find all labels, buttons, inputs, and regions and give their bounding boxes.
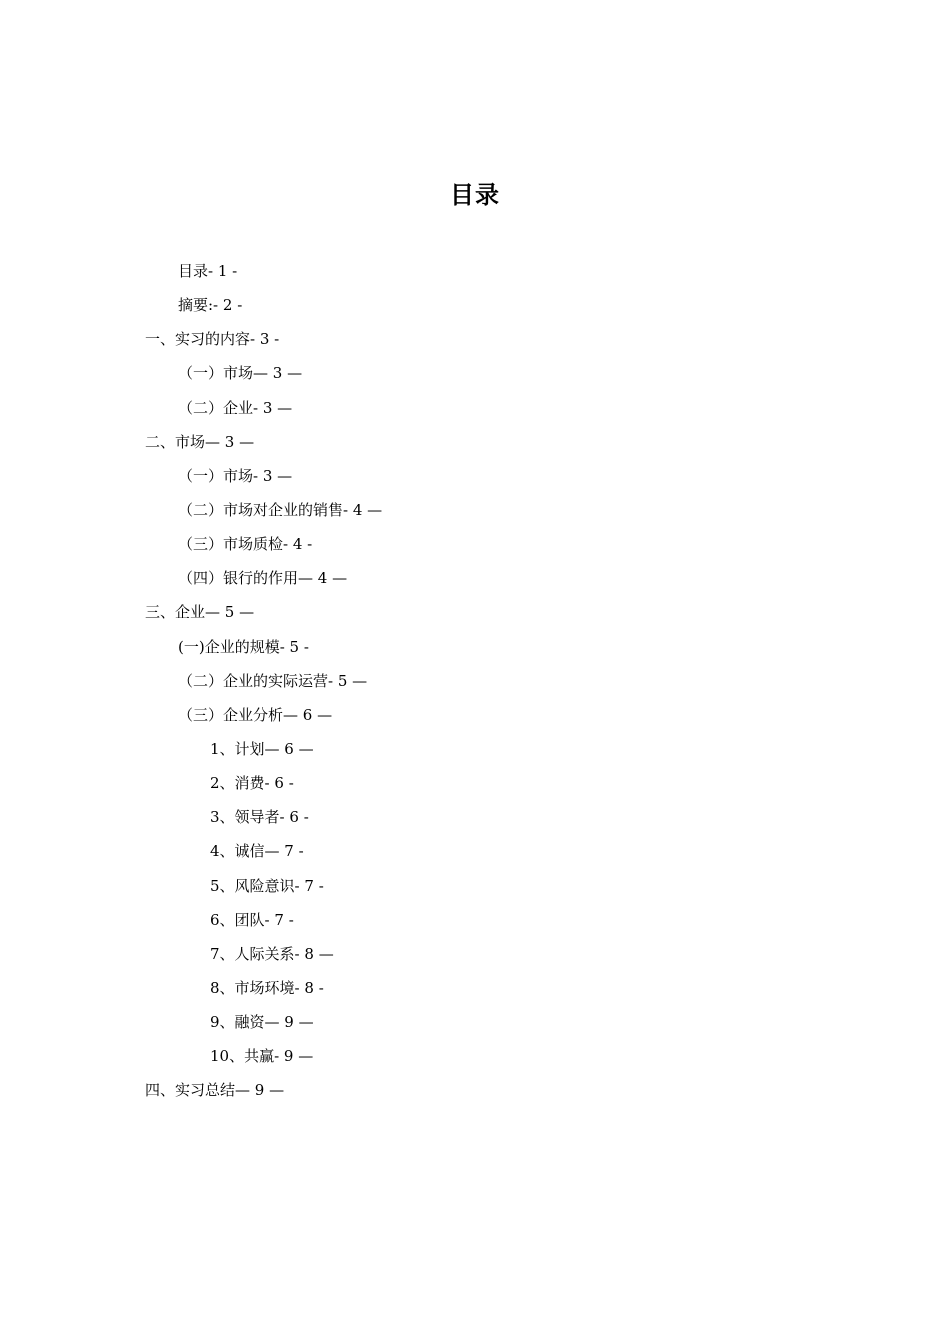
toc-entry[interactable]: 3、领导者- 6 - (210, 808, 309, 827)
toc-entry[interactable]: 9、融资— 9 — (210, 1013, 314, 1032)
toc-entry[interactable]: 4、诚信— 7 - (210, 842, 304, 861)
toc-entry[interactable]: （三）企业分析— 6 — (178, 705, 333, 724)
toc-entry[interactable]: 2、消费- 6 - (210, 774, 294, 793)
toc-entry[interactable]: （二）企业的实际运营- 5 — (178, 671, 368, 690)
toc-entry[interactable]: 摘要:- 2 - (178, 296, 243, 315)
table-of-contents (0, 254, 950, 1108)
toc-entry[interactable]: 10、共赢- 9 — (210, 1047, 314, 1066)
toc-entry[interactable]: （四）银行的作用— 4 — (178, 569, 348, 588)
toc-entry[interactable]: 7、人际关系- 8 — (210, 944, 334, 963)
toc-entry[interactable]: （二）市场对企业的销售- 4 — (178, 500, 383, 519)
toc-entry[interactable]: 四、实习总结— 9 — (145, 1081, 285, 1100)
toc-entry[interactable]: （一）市场— 3 — (178, 364, 303, 383)
toc-entry[interactable]: （二）企业- 3 — (178, 398, 293, 417)
toc-entry[interactable]: (一)企业的规模- 5 - (178, 637, 309, 656)
toc-entry[interactable]: 二、市场— 3 — (145, 432, 255, 451)
page-title: 目录 (450, 181, 500, 209)
toc-entry[interactable]: 1、计划— 6 — (210, 739, 314, 758)
toc-entry[interactable]: 三、企业— 5 — (145, 603, 255, 622)
toc-entry[interactable]: 6、团队- 7 - (210, 910, 294, 929)
toc-entry[interactable]: 8、市场环境- 8 - (210, 978, 324, 997)
toc-entry[interactable]: 5、风险意识- 7 - (210, 876, 324, 895)
toc-entry[interactable]: （一）市场- 3 — (178, 466, 293, 485)
toc-entry[interactable]: （三）市场质检- 4 - (178, 535, 313, 554)
toc-entry[interactable]: 一、实习的内容- 3 - (145, 330, 280, 349)
toc-entry[interactable]: 目录- 1 - (178, 262, 238, 280)
